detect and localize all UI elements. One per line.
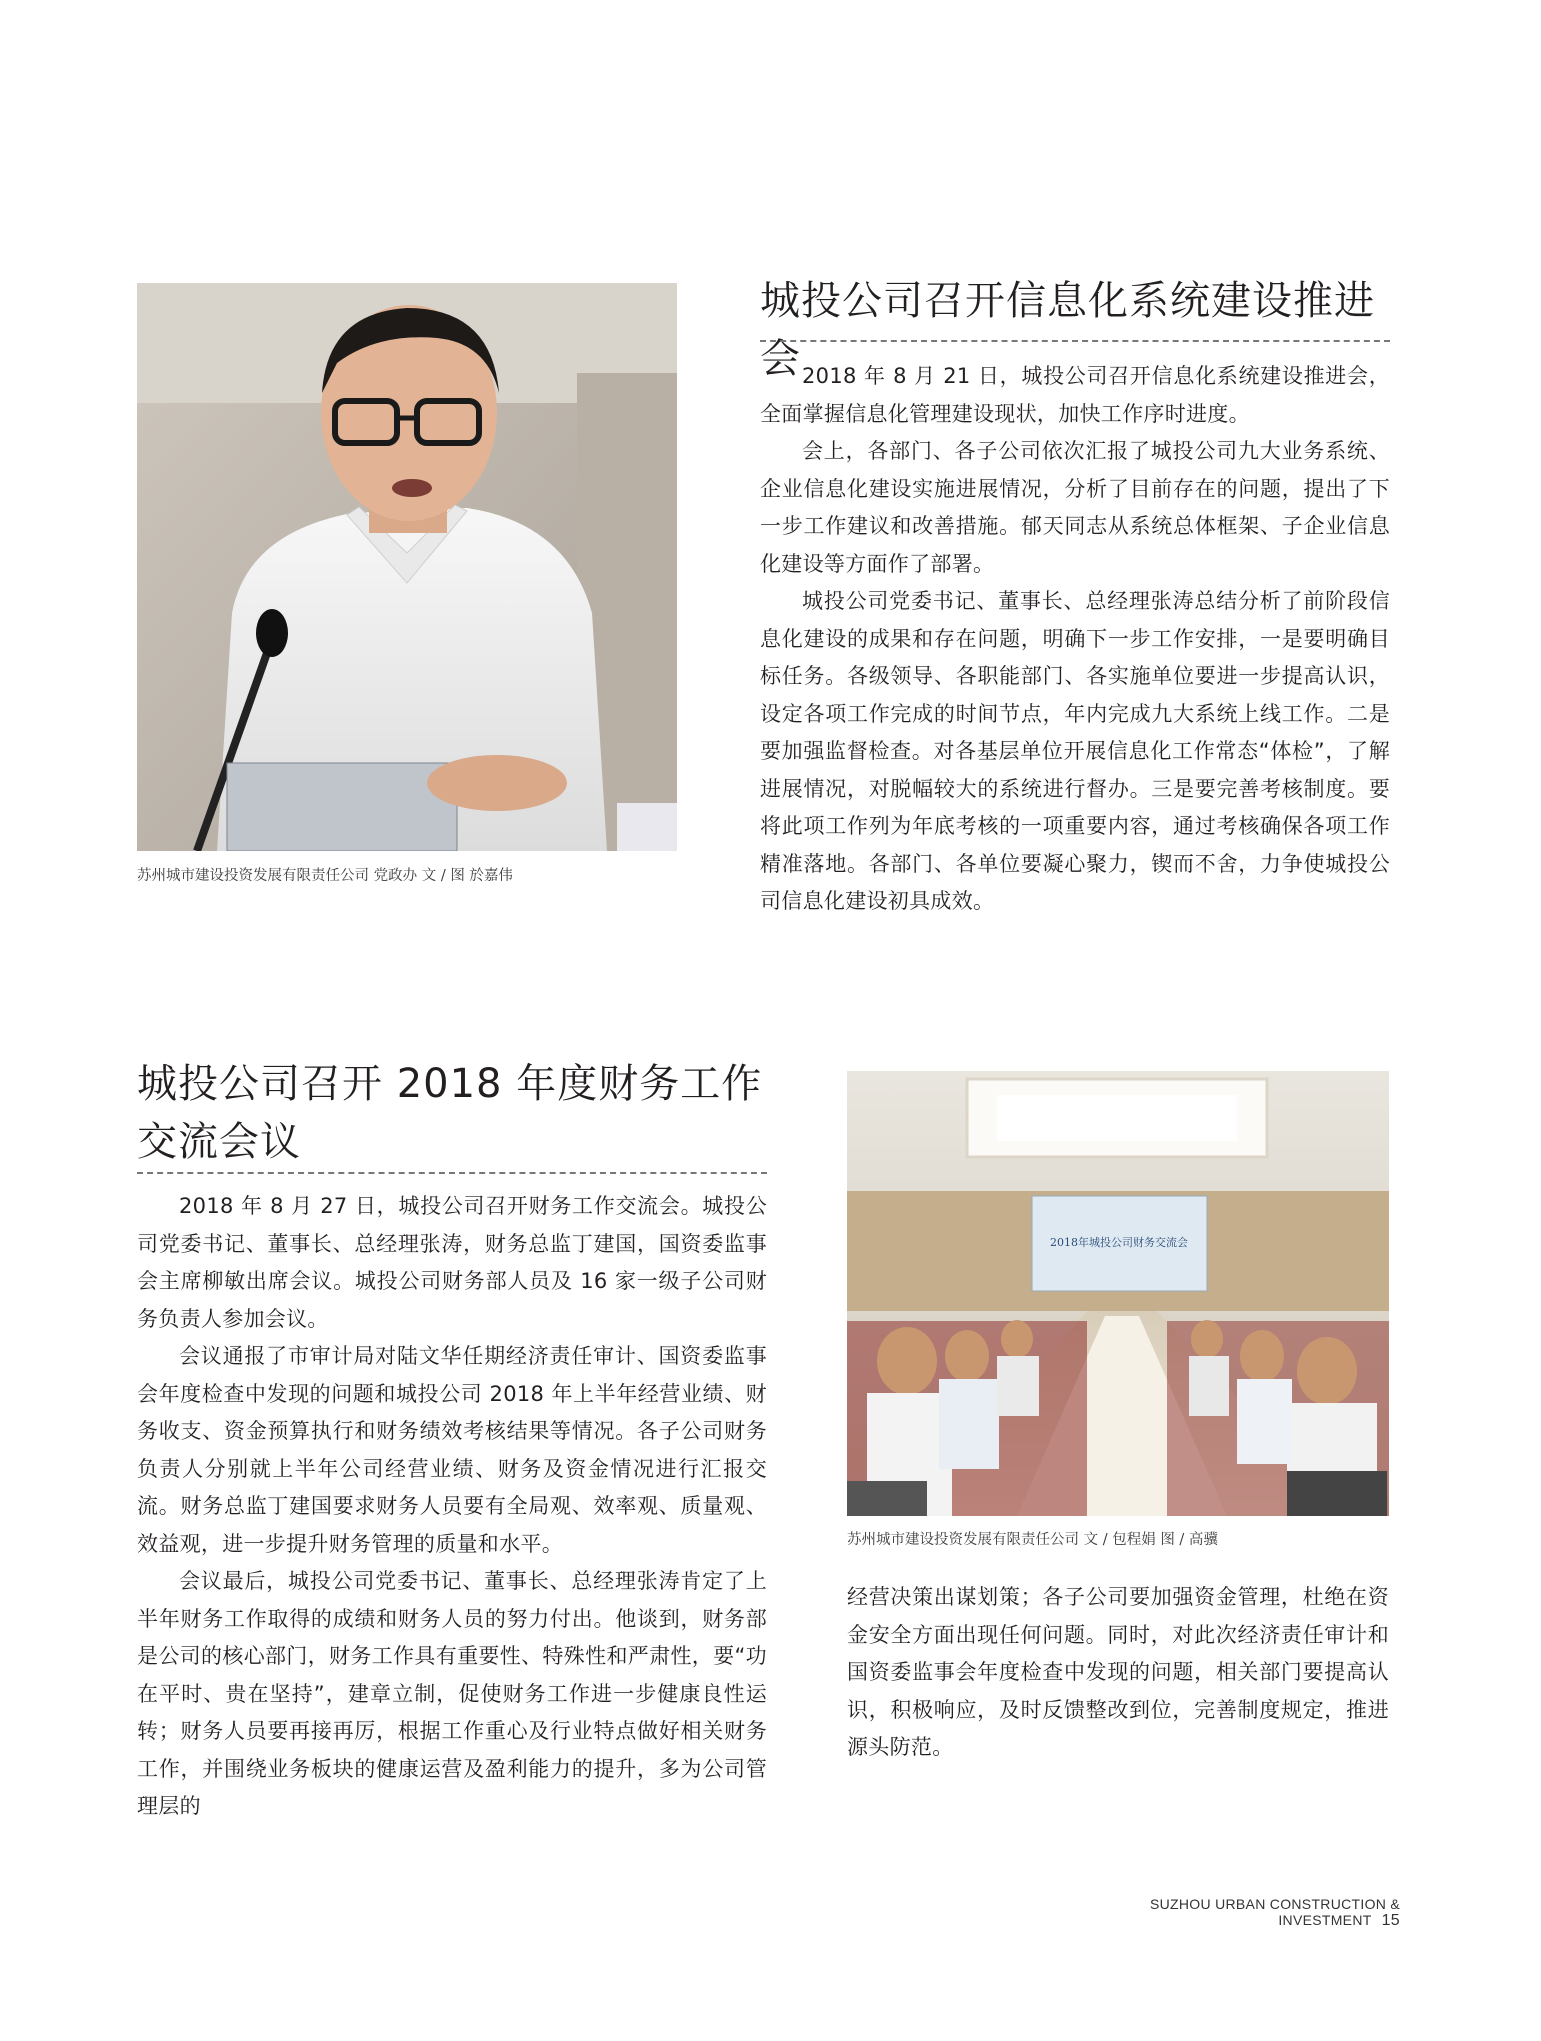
paragraph: 经营决策出谋划策；各子公司要加强资金管理，杜绝在资金安全方面出现任何问题。同时，对此次经济责任审计和国资委监事会年度检查中发现的问题，相关部门要提高认识，积极响应，及时反馈整改到位，完善制度规定，推进源头防范。 [847, 1585, 1389, 1759]
meeting-photo [847, 1071, 1389, 1516]
speaker-photo [137, 283, 677, 851]
paragraph: 会议通报了市审计局对陆文华任期经济责任审计、国资委监事会年度检查中发现的问题和城投公司 2018 年上半年经营业绩、财务收支、资金预算执行和财务绩效考核结果等情况。各子公司财务负责人分别就上半年公司经营业绩、财务及资金情况进行汇报交流。财务总监丁建国要求财务人员要有全局观、效率观、质量观、效益观，进一步提升财务管理的质量和水平。 [137, 1344, 767, 1556]
meeting-photo-illustration [847, 1071, 1389, 1516]
paragraph: 城投公司党委书记、董事长、总经理张涛总结分析了前阶段信息化建设的成果和存在问题，明确下一步工作安排，一是要明确目标任务。各级领导、各职能部门、各实施单位要进一步提高认识，设定各项工作完成的时间节点，年内完成九大系统上线工作。二是要加强监督检查。对各基层单位开展信息化工作常态“体检”，了解进展情况，对脱幅较大的系统进行督办。三是要完善考核制度。要将此项工作列为年底考核的一项重要内容，通过考核确保各项工作精准落地。各部门、各单位要凝心聚力，锲而不舍，力争使城投公司信息化建设初具成效。 [760, 589, 1390, 913]
photo-caption-1: 苏州城市建设投资发展有限责任公司 党政办 文 / 图 於嘉伟 [137, 868, 513, 884]
article-title-2: 城投公司召开 2018 年度财务工作交流会议 [137, 1061, 763, 1165]
photo-caption-2: 苏州城市建设投资发展有限责任公司 文 / 包程娟 图 / 高骥 [847, 1532, 1218, 1548]
article-body-2-continuation [847, 1579, 1389, 1767]
article-body-1 [760, 358, 1390, 921]
publication-name: SUZHOU URBAN CONSTRUCTION & INVESTMENT [1150, 1896, 1400, 1928]
paragraph: 2018 年 8 月 27 日，城投公司召开财务工作交流会。城投公司党委书记、董事长、总经理张涛，财务总监丁建国，国资委监事会主席柳敏出席会议。城投公司财务部人员及 16 家一级子公司财务负责人参加会议。 [137, 1194, 767, 1331]
paragraph: 2018 年 8 月 21 日，城投公司召开信息化系统建设推进会，全面掌握信息化管理建设现状，加快工作序时进度。 [760, 364, 1390, 426]
paragraph: 会议最后，城投公司党委书记、董事长、总经理张涛肯定了上半年财务工作取得的成绩和财务人员的努力付出。他谈到，财务部是公司的核心部门，财务工作具有重要性、特殊性和严肃性，要“功在平时、贵在坚持”，建章立制，促使财务工作进一步健康良性运转；财务人员要再接再厉，根据工作重心及行业特点做好相关财务工作，并围绕业务板块的健康运营及盈利能力的提升，多为公司管理层的 [137, 1569, 767, 1818]
article-title-1: 城投公司召开信息化系统建设推进会 [760, 278, 1375, 382]
paragraph: 会上，各部门、各子公司依次汇报了城投公司九大业务系统、企业信息化建设实施进展情况，分析了目前存在的问题，提出了下一步工作建议和改善措施。郁天同志从系统总体框架、子企业信息化建设等方面作了部署。 [760, 439, 1390, 576]
screen-text: 2018年城投公司财务交流会 [1050, 1236, 1188, 1249]
title-divider-2 [137, 1172, 767, 1174]
title-divider-1 [760, 340, 1390, 342]
speaker-photo-illustration [137, 283, 677, 851]
article-body-2 [137, 1188, 767, 1826]
page-footer [1040, 1896, 1400, 1930]
page-number: 15 [1381, 1912, 1400, 1929]
